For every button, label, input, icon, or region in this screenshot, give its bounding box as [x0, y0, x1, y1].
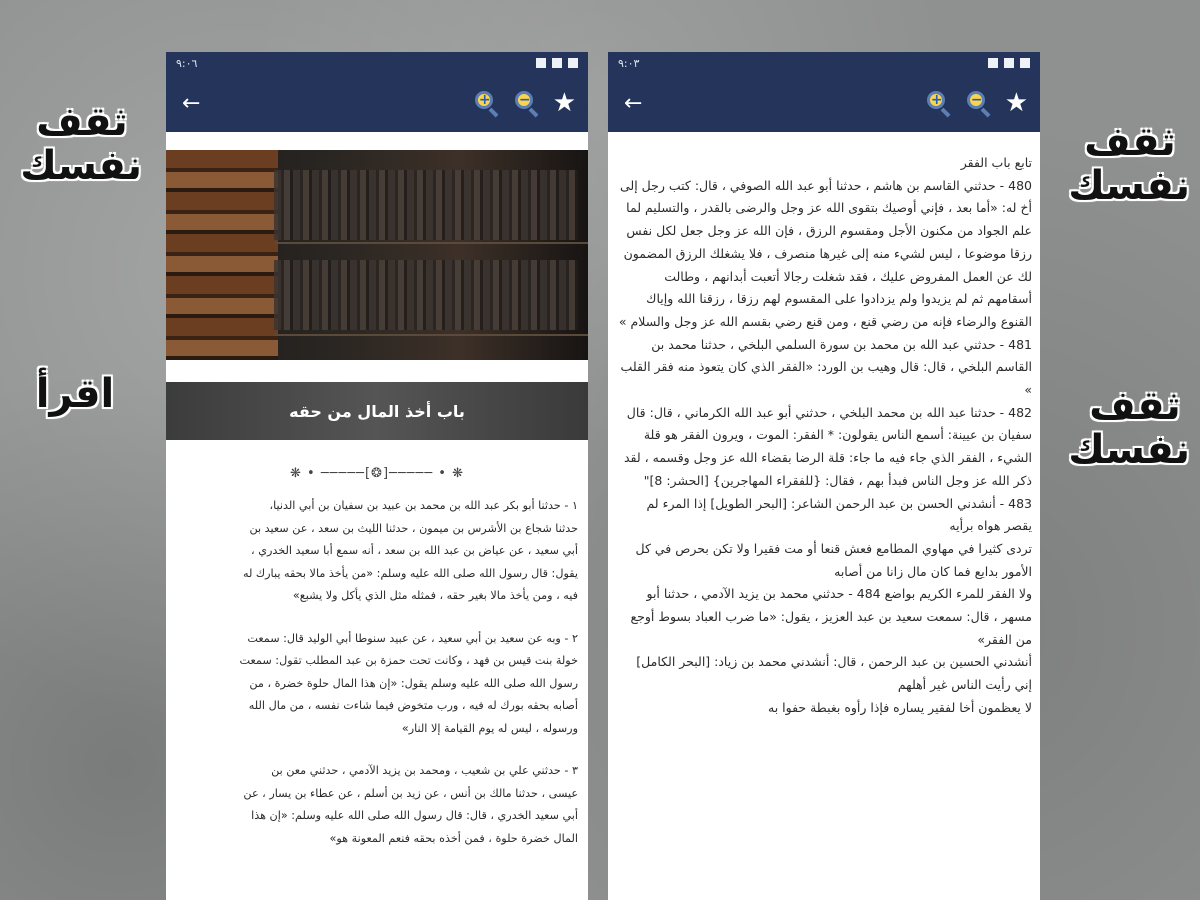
toolbar-actions: [473, 89, 576, 117]
section-heading: تابع باب الفقر: [960, 155, 1032, 170]
app-bar: [608, 74, 1040, 132]
notification-icon: [988, 58, 998, 68]
back-arrow-icon[interactable]: ←: [182, 90, 201, 116]
ornament-divider: ❋ • ─────[❂]───── • ❋: [290, 466, 464, 481]
notification-icon: [536, 58, 546, 68]
paragraph: تردى كثيرا في مهاوي المطامع فعش قنعا أو مت فقيرا ولا تكن بحرص في كل الأمور بدايع فما كان مال زانا من أصابه: [635, 540, 1032, 579]
chapter-title: باب أخذ المال من حقه: [166, 382, 588, 440]
promo-left-top: ثقف نفسك: [20, 99, 142, 189]
status-time: ٩:٠٦: [176, 56, 198, 70]
toolbar-actions: [925, 89, 1028, 117]
battery-icon: [568, 58, 578, 68]
zoom-out-icon[interactable]: −: [513, 89, 541, 117]
battery-icon: [1020, 58, 1030, 68]
zoom-in-icon[interactable]: +: [473, 89, 501, 117]
paragraph: لا يعظمون أخا لفقير يساره فإذا رأوه بغبطة حفوا به: [768, 699, 1032, 715]
paragraph: ١ - حدثنا أبو بكر عبد الله بن محمد بن عبيد بن سفيان بن أبي الدنيا، حدثنا شجاع بن الأشرس بن ميمون ، حدثنا الليث بن سعد ، عن سعيد بن أبي سعيد ، عن عياض بن عبد الله بن سعد ، أنه سمع أبا سعيد الخدري ، يقول: قال رسول الله صلى الله عليه وسلم: «من يأخذ مالا بحقه يبارك له فيه ، ومن يأخذ مالا بغير حقه ، فمثله مثل الذي يأكل ولا يشبع»: [242, 499, 578, 602]
status-time: ٩:٠٣: [618, 56, 640, 70]
hadith-text-right: [608, 132, 1040, 720]
zoom-out-icon[interactable]: −: [965, 89, 993, 117]
status-bar: [608, 52, 1040, 74]
paragraph: 482 - حدثنا عبد الله بن محمد البلخي ، حدثني أبو عبد الله الكرماني ، قال: قال سفيان بن عيينة: أسمع الناس يقولون: * الفقر: الموت ، ويرون الفقر هو قلة الشيء ، الفقر الذي جاء فيه ما جاء: قلة الرضا بقضاء الله عز وجل وقسمه ، لقد ذكر الله عز وجل الناس فبدأ بهم ، فقال: {للفقراء المهاجرين} [الحشر: 8]": [623, 404, 1032, 488]
zoom-in-icon[interactable]: +: [925, 89, 953, 117]
book-icon: [552, 58, 562, 68]
paragraph: 483 - أنشدني الحسن بن عبد الرحمن الشاعر: [البحر الطويل] إذا المرء لم يقصر هواه برأيه: [646, 495, 1032, 534]
paragraph: 481 - حدثني عبد الله بن محمد بن سورة السلمي البلخي ، حدثنا محمد بن القاسم البلخي ، قال: قال وهيب بن الورد: «الفقر الذي كان يتعوذ منه فقر القلب »: [620, 336, 1032, 398]
promo-left-mid: اقرأ: [35, 371, 115, 417]
status-bar: [166, 52, 588, 74]
promo-right-mid: ثقف نفسك: [1068, 383, 1190, 473]
status-icons: [536, 58, 578, 68]
book-stack-illustration: [166, 150, 278, 360]
paragraph: ولا الفقر للمرء الكريم بواضع 484 - حدثني محمد بن يزيد الآدمي ، حدثنا أبو مسهر ، قال: سمعت سعيد بن عبد العزيز ، يقول: «ما ضرب العباد بسوط أوجع من الفقر»: [630, 586, 1032, 647]
library-banner-image: [166, 150, 588, 360]
app-bar: [166, 74, 588, 132]
promo-right-top: ثقف نفسك: [1068, 119, 1190, 209]
book-icon: [1004, 58, 1014, 68]
phone-screen-right: [608, 52, 1040, 900]
back-arrow-icon[interactable]: ←: [624, 90, 643, 116]
paragraph: ٢ - وبه عن سعيد بن أبي سعيد ، عن عبيد سنوطا أبي الوليد قال: سمعت خولة بنت قيس بن فهد ، وكانت تحت حمزة بن عبد المطلب تقول: سمعت رسول الله صلى الله عليه وسلم يقول: «إن هذا المال حلوة خضرة ، من أصابه بحقه بورك له فيه ، ورب متخوض فيما شاءت نفسه ، من مال الله ورسوله ، ليس له يوم القيامة إلا النار»: [239, 631, 578, 735]
favorite-star-icon[interactable]: ★: [552, 88, 576, 118]
favorite-star-icon[interactable]: ★: [1004, 88, 1028, 118]
phone-screen-left: [166, 52, 588, 900]
status-icons: [988, 58, 1030, 68]
paragraph: ٣ - حدثني علي بن شعيب ، ومحمد بن يزيد الآدمي ، حدثني معن بن عيسى ، حدثنا مالك بن أنس ، عن زيد بن أسلم ، عن عطاء بن يسار ، عن أبي سعيد الخدري ، قال: قال رسول الله صلى الله عليه وسلم: «إن هذا المال خضرة حلوة ، فمن أخذه بحقه فنعم المعونة هو»: [243, 764, 578, 845]
hadith-text-left: [166, 487, 588, 850]
paragraph: أنشدني الحسين بن عبد الرحمن ، قال: أنشدني محمد بن زياد: [البحر الكامل] إني رأيت الناس غير أهلهم: [636, 654, 1032, 693]
paragraph: 480 - حدثني القاسم بن هاشم ، حدثنا أبو عبد الله الصوفي ، قال: كتب رجل إلى أخ له: «أما بعد ، فإني أوصيك بتقوى الله عز وجل والرضى بالقدر ، والتسليم لما علم الجواد من مكنون الأجل ومقسوم الرزق ، فإن الله عز وجل جعل لكل نفس رزقا موضوعا ، ليس لشيء منه إلى غيرها منصرف ، فلا يشغلك الرزق المضمون لك عن العمل المفروض عليك ، فقد شغلت رجالا أتعبت أبدانهم ، وطالت أسقامهم ثم لم يزيدوا ولم يزدادوا على المقسوم لهم رزقا ، رزقنا الله وإياك القنوع والرضاء فإنه من رضي قنع ، ومن قنع رضي بقسم الله عز وجل والسلام »: [618, 177, 1032, 329]
